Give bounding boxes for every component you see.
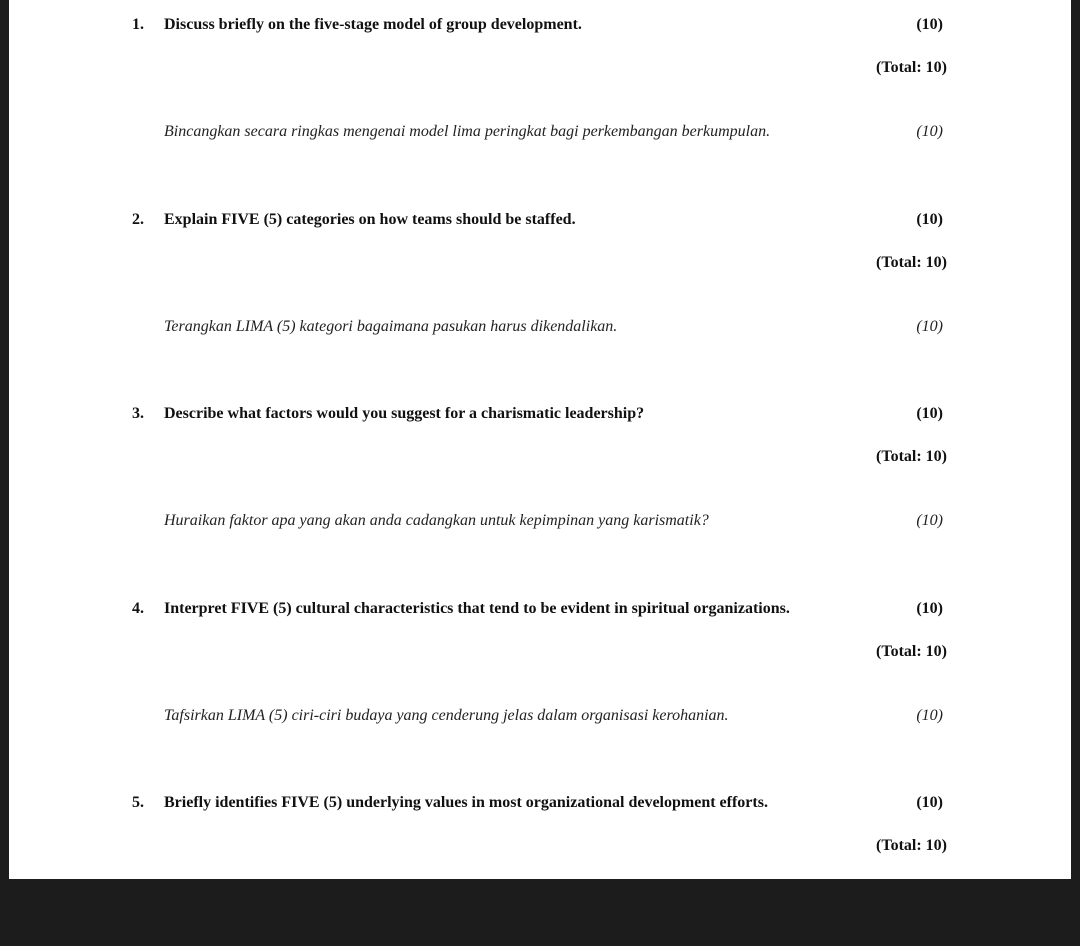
question-malay-marks: (10) [916, 707, 943, 724]
question-total: (Total: 10) [876, 59, 947, 76]
question-marks: (10) [916, 405, 943, 422]
question-5 [9, 786, 1071, 946]
question-text: Describe what factors would you suggest for a charismatic leadership? [164, 405, 645, 422]
question-marks: (10) [916, 600, 943, 617]
question-4 [9, 592, 1071, 752]
question-3 [9, 397, 1071, 557]
question-text: Briefly identifies FIVE (5) underlying values in most organizational development efforts. [164, 794, 768, 811]
question-malay-marks: (10) [916, 123, 943, 140]
question-number: 4. [132, 600, 144, 617]
question-total: (Total: 10) [876, 448, 947, 465]
question-marks: (10) [916, 794, 943, 811]
question-malay-text: Huraikan faktor apa yang akan anda cadangkan untuk kepimpinan yang karismatik? [164, 512, 709, 529]
question-malay-marks: (10) [916, 318, 943, 335]
question-text: Explain FIVE (5) categories on how teams should be staffed. [164, 211, 576, 228]
exam-page [9, 0, 1071, 879]
question-number: 2. [132, 211, 144, 228]
question-number: 5. [132, 794, 144, 811]
question-malay-marks: (10) [916, 512, 943, 529]
question-1 [9, 8, 1071, 168]
question-malay-text: Tafsirkan LIMA (5) ciri-ciri budaya yang cenderung jelas dalam organisasi kerohanian. [164, 707, 729, 724]
question-malay-text: Bincangkan secara ringkas mengenai model lima peringkat bagi perkembangan berkumpulan. [164, 123, 771, 140]
question-marks: (10) [916, 16, 943, 33]
question-malay-text: Terangkan LIMA (5) kategori bagaimana pasukan harus dikendalikan. [164, 318, 618, 335]
question-text: Interpret FIVE (5) cultural characteristics that tend to be evident in spiritual organizations. [164, 600, 790, 617]
question-total: (Total: 10) [876, 837, 947, 854]
question-total: (Total: 10) [876, 254, 947, 271]
question-2 [9, 203, 1071, 363]
question-number: 3. [132, 405, 144, 422]
question-total: (Total: 10) [876, 643, 947, 660]
question-number: 1. [132, 16, 144, 33]
question-text: Discuss briefly on the five-stage model of group development. [164, 16, 582, 33]
question-marks: (10) [916, 211, 943, 228]
